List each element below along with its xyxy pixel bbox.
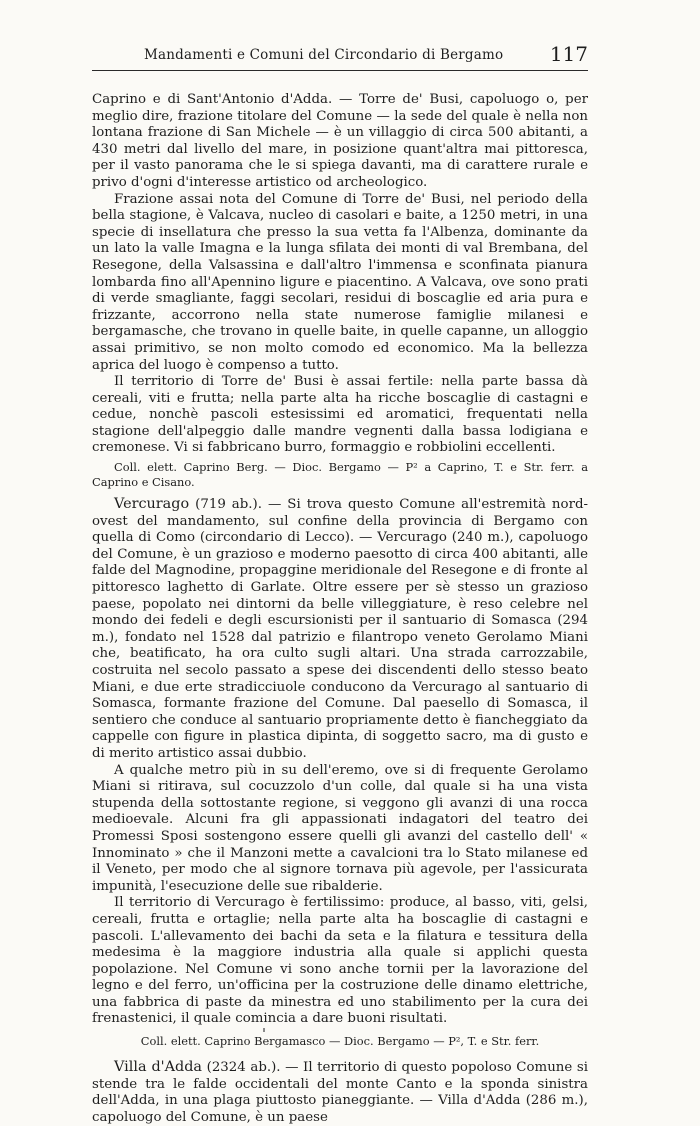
running-head: Mandamenti e Comuni del Circondario di Bergamo bbox=[144, 47, 504, 63]
paragraph-torre-territory: Il territorio di Torre de' Busi è assai fertile: nella parte bassa dà cereali, viti e frutta; nella parte alta ha ricche boscaglie di castagni e cedue, nonchè pascoli estesissimi ed aromatici, frequentati nella stagione dell'alpeggio dalle mandre vegnenti dalla bassa lodigiana e cremonese. Vi si fabbricano burro, formaggio e robbiolini eccellenti. bbox=[92, 374, 588, 456]
print-mark bbox=[263, 1028, 265, 1032]
admin-note-vercurago: Coll. elett. Caprino Bergamasco — Dioc. Bergamo — P², T. e Str. ferr. bbox=[140, 1034, 540, 1049]
paragraph-rocca: A qualche metro più in su dell'eremo, ove si di frequente Gerolamo Miani si ritirava, sul cocuzzolo d'un colle, dal quale si ha una vista stupenda della sottostante regione, si veggono gli avanzi di una rocca medioevale. Alcuni fra gli appassionati indagatori del teatro dei Promessi Sposi sostengono essere quelli gli avanzi del castello dell' « Innominato » che il Manzoni mette a cavalcioni tra lo Stato milanese ed il Veneto, per modo che al signore tornava più agevole, per l'assicurata impunità, l'esecuzione delle sue ribalderie. bbox=[92, 762, 588, 894]
paragraph-valcava: Frazione assai nota del Comune di Torre de' Busi, nel periodo della bella stagione, è Valcava, nucleo di casolari e baite, a 1250 metri, in una specie di insellatura che presso la sua vetta fa l'Albenza, dominante da un lato la valle Imagna e la lunga sfilata dei monti di val Brembana, del Resegone, della Valsassina e dall'altro l'immensa e sconfinata pianura lombarda fino all'Apennino ligure e piacentino. A Valcava, ove sono prati di verde smagliante, faggi secolari, residui di boscaglie ed aria pura e frizzante, accorrono nella state numerose famiglie milanesi e bergamasche, che trovano in quelle baite, in quelle capanne, un alloggio assai primitivo, se non molto comodo ed economico. Ma la bellezza aprica del luogo è compenso a tutto. bbox=[92, 191, 588, 373]
page-header bbox=[92, 40, 588, 70]
page-number: 117 bbox=[549, 42, 588, 66]
body-text bbox=[92, 92, 588, 1126]
paragraph-torre-de-busi: Caprino e di Sant'Antonio d'Adda. — Torre de' Busi, capoluogo o, per meglio dire, frazione titolare del Comune — la sede del quale è nella non lontana frazione di San Michele — è un villaggio di circa 500 abitanti, a 430 metri dal livello del mare, in posizione quant'altra mai pittoresca, per il vasto panorama che le si spiega davanti, ma di carattere rurale e privo d'ogni d'interesse artistico od archeologico. bbox=[92, 92, 588, 190]
paragraph-villa-d-adda bbox=[92, 1059, 588, 1126]
header-rule bbox=[92, 70, 588, 71]
paragraph-vercurago bbox=[92, 496, 588, 763]
paragraph-vercurago-territory: Il territorio di Vercurago è fertilissimo: produce, al basso, viti, gelsi, cereali, frutta e ortaglie; nella parte alta ha boscaglie di castagni e pascoli. L'allevamento dei bachi da seta e la filatura e tessitura della medesima è la maggiore industria alla quale si applichi questa popolazione. Nel Comune vi sono anche tornii per la lavorazione del legno e del ferro, un'officina per la costruzione delle dinamo elettriche, una fabbrica di paste da minestra ed uno stabilimento per la cura dei frenastenici, il quale comincia a dare buoni risultati. bbox=[92, 895, 588, 1027]
entry-title-vercurago: Vercurago bbox=[114, 496, 190, 513]
villa-d-adda-text: (2324 ab.). — Il territorio di questo popoloso Comune si stende tra le falde occidentali del monte Canto e la sponda sinistra dell'Adda, in una plaga piuttosto pianeggiante. — Villa d'Adda (286 m.), capoluogo del Comune, è un paese bbox=[92, 1060, 588, 1125]
admin-note-torre: Coll. elett. Caprino Berg. — Dioc. Bergamo — P² a Caprino, T. e Str. ferr. a Caprino e Cisano. bbox=[92, 460, 588, 490]
entry-title-villa-d-adda: Villa d'Adda bbox=[114, 1059, 203, 1076]
vercurago-text: (719 ab.). — Si trova questo Comune all'estremità nord-ovest del mandamento, sul confine della provincia di Bergamo con quella di Como (circondario di Lecco). — Vercurago (240 m.), capoluogo del Comune, è un grazioso e moderno paesotto di circa 400 abitanti, alle falde del Magnodine, propaggine meridionale del Resegone e di fronte al pittoresco laghetto di Garlate. Oltre essere per sè stesso un grazioso paese, popolato nei dintorni da belle villeggiature, è reso celebre nel mondo dei fedeli e degli escursionisti per il santuario di Somasca (294 m.), fondato nel 1528 dal patrizio e filantropo veneto Gerolamo Miani che, beatificato, ha ora culto sugli altari. Una strada carrozzabile, costruita nel secolo passato a spese dei discendenti dello stesso beato Miani, e due erte stradicciuole conducono da Vercurago al santuario di Somasca, formante frazione del Comune. Dal paesello di Somasca, il sentiero che conduce al santuario propriamente detto è fiancheggiato da cappelle con figure in plastica dipinta, di soggetto sacro, ma di gusto e di merito artistico assai dubbio. bbox=[92, 497, 588, 761]
